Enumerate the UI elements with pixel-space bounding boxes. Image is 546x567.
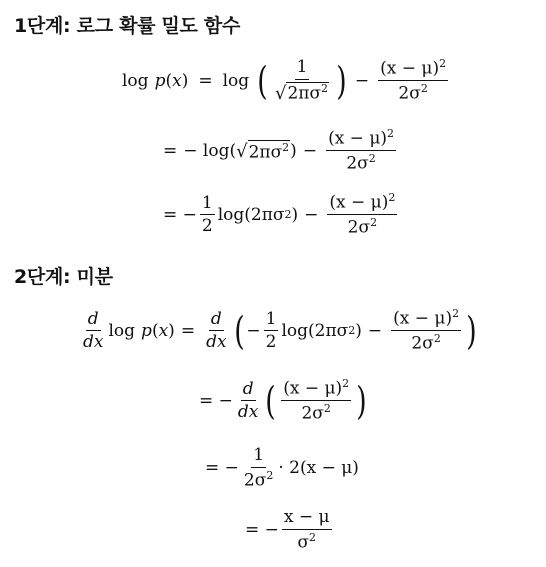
log-text: log [222, 70, 250, 91]
equals-minus: = − [199, 390, 233, 411]
denominator [295, 530, 318, 552]
equation-line-3 [163, 192, 400, 238]
denominator: dx [206, 332, 227, 353]
equation-line-1 [122, 58, 451, 104]
numerator [281, 378, 351, 401]
denominator [409, 331, 442, 353]
fraction [264, 310, 279, 352]
fraction [204, 310, 228, 352]
numerator [391, 308, 461, 331]
fraction [378, 58, 448, 104]
dot-two-x-minus-mu: · 2(x − μ) [278, 458, 359, 479]
equals-minus: = − [205, 458, 239, 479]
p-var: p [141, 320, 152, 341]
x-minus-mu: (x − μ) [283, 378, 343, 399]
denominator [346, 215, 379, 237]
denominator: 2 [201, 216, 213, 237]
two-sigma: 2σ [243, 470, 267, 491]
sigma: σ [297, 532, 310, 553]
rparen: ) [181, 70, 189, 91]
big-lparen: ( [233, 308, 245, 353]
denominator [299, 401, 332, 423]
minus: − [246, 320, 261, 341]
denominator: dx [237, 402, 259, 423]
numerator: 1 [295, 58, 310, 80]
denominator [273, 80, 331, 103]
sqrt-content: 2πσ [287, 83, 322, 104]
minus: − [302, 140, 318, 161]
exponent: 2 [452, 307, 460, 320]
fraction [281, 378, 351, 424]
numerator: x − μ [282, 508, 332, 530]
equals: = [163, 140, 178, 161]
fraction [242, 446, 275, 490]
big-rparen: ) [356, 378, 367, 423]
big-rparen: ) [336, 58, 347, 103]
neg-log: − log( [183, 140, 237, 161]
equation-line-6 [205, 446, 359, 490]
equation-line-7 [245, 508, 335, 552]
fraction [200, 194, 215, 236]
denominator [242, 468, 275, 490]
x-var: x [172, 70, 182, 91]
x-minus-mu: (x − μ) [380, 58, 440, 79]
x-var: x [158, 320, 169, 341]
equation-line-4 [78, 308, 479, 354]
numerator: d [209, 310, 224, 332]
numerator [378, 58, 448, 81]
log-2pi-sigma: log(2πσ [281, 320, 349, 341]
equals: = [198, 70, 213, 91]
exponent: 2 [387, 127, 395, 140]
fraction [326, 128, 396, 174]
minus: − [367, 320, 383, 341]
rparen: ) [355, 320, 362, 341]
exponent: 2 [321, 82, 329, 96]
two-sigma: 2σ [346, 154, 369, 174]
step1-heading: 1단계: 로그 확률 밀도 함수 [14, 15, 241, 37]
equation-line-2 [163, 128, 399, 174]
fraction [391, 308, 461, 354]
sqrt: √ $2\pi\sigma^2$ [236, 140, 290, 163]
equals-minus: = − [245, 520, 279, 541]
fraction [327, 192, 397, 238]
denominator [344, 151, 377, 173]
numerator: 1 [251, 446, 266, 468]
big-lparen: ( [265, 378, 276, 423]
exponent: 2 [368, 152, 376, 166]
fraction [81, 310, 105, 352]
minus: − [354, 70, 370, 91]
equals: = [180, 320, 196, 341]
x-minus-mu: (x − μ) [329, 192, 389, 213]
big-rparen: ) [466, 308, 477, 353]
denominator [396, 81, 429, 103]
equals-minus: = − [163, 204, 197, 225]
fraction [273, 58, 331, 103]
denominator: dx [83, 332, 104, 353]
fraction [236, 380, 260, 422]
minus: − [304, 204, 319, 225]
numerator: 1 [200, 194, 215, 216]
numerator: d [86, 310, 101, 332]
x-minus-mu: (x − μ) [328, 128, 388, 149]
denominator: 2 [265, 332, 277, 353]
exponent: 2 [309, 530, 317, 544]
lparen: ( [151, 320, 159, 341]
sqrt: √ $2\pi\sigma^2$ [274, 82, 329, 104]
p-var: p [154, 70, 166, 91]
exponent: 2 [282, 140, 290, 154]
exponent: 2 [348, 324, 356, 338]
log-text: log [122, 70, 149, 91]
lparen: ( [165, 70, 173, 91]
two-sigma: 2σ [347, 218, 371, 238]
equation-line-5 [199, 378, 369, 424]
numerator: 1 [264, 310, 279, 332]
fraction [282, 508, 332, 552]
exponent: 2 [323, 402, 331, 416]
rparen: ) [291, 204, 299, 225]
rparen: ) [168, 320, 175, 341]
exponent: 2 [420, 82, 428, 96]
exponent: 2 [370, 216, 378, 230]
numerator: d [241, 380, 256, 402]
log-text: log [108, 320, 136, 341]
exponent: 2 [388, 191, 396, 204]
numerator [327, 192, 397, 215]
exponent: 2 [266, 468, 274, 482]
exponent: 2 [342, 377, 350, 390]
step2-heading: 2단계: 미분 [14, 266, 113, 288]
log-2pi-sigma: log(2πσ [217, 204, 285, 225]
exponent: 2 [433, 332, 441, 346]
exponent: 2 [439, 57, 447, 70]
two-sigma: 2σ [398, 84, 421, 104]
x-minus-mu: (x − μ) [393, 308, 453, 329]
rparen: ) [290, 140, 297, 161]
two-sigma: 2σ [301, 404, 324, 424]
big-lparen: ( [257, 58, 268, 103]
sqrt-content: 2πσ [248, 142, 283, 163]
exponent: 2 [284, 208, 292, 222]
numerator [326, 128, 396, 151]
two-sigma: 2σ [411, 334, 434, 354]
